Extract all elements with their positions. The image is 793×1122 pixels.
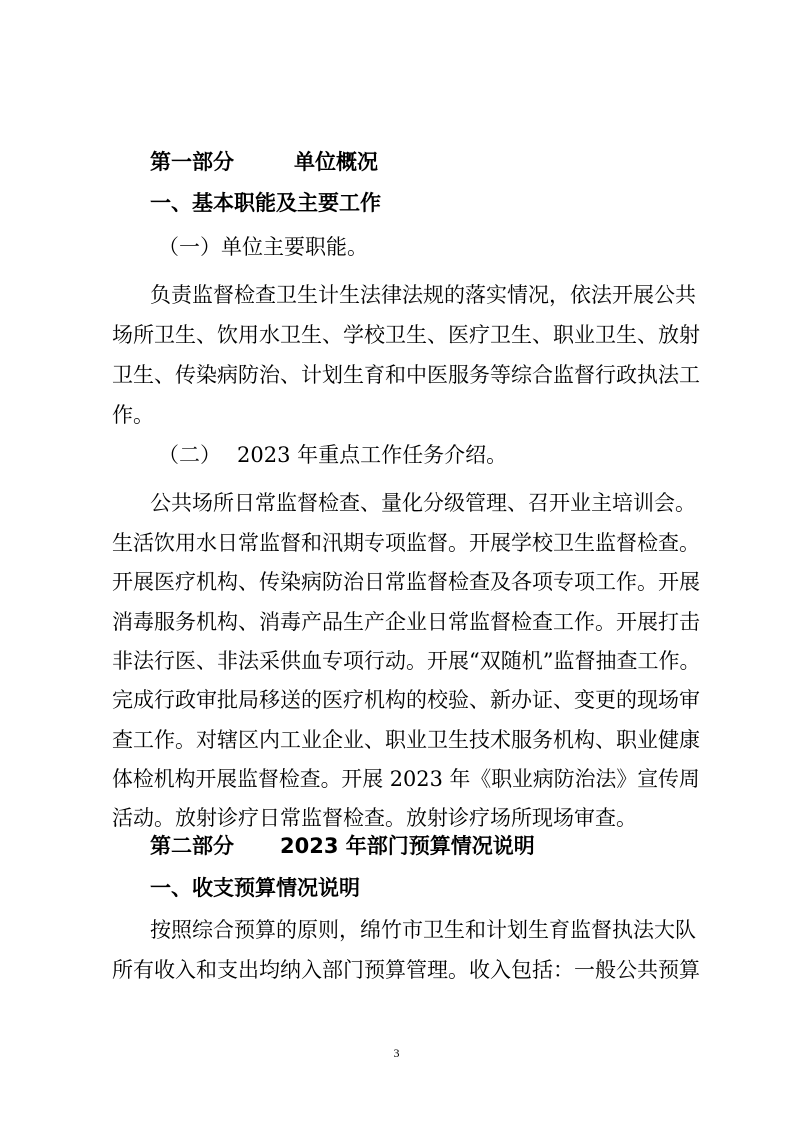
sub1-line-3: 卫生、传染病防治、计划生育和中医服务等综合监督行政执法工 [112, 363, 700, 387]
part1-heading [150, 152, 378, 173]
sub2-line-1: 公共场所日常监督检查、量化分级管理、召开业主培训会。 [150, 491, 696, 515]
section1-heading: 一、基本职能及主要工作 [150, 191, 381, 215]
part1-label: 第一部分 [150, 150, 234, 174]
sub2-line-7: 查工作。对辖区内工业企业、职业卫生技术服务机构、职业健康 [112, 728, 700, 752]
sub2-line-8: 体检机构开展监督检查。开展 2023 年《职业病防治法》宣传周 [112, 767, 700, 791]
sub2-line-5: 非法行医、非法采供血专项行动。开展“双随机”监督抽查工作。 [112, 649, 701, 673]
sub2-line-6: 完成行政审批局移送的医疗机构的校验、新办证、变更的现场审 [112, 688, 700, 712]
part2-label: 第二部分 [150, 834, 234, 858]
section2-line-2: 所有收入和支出均纳入部门预算管理。收入包括：一般公共预算 [112, 958, 700, 982]
sub2-line-3: 开展医疗机构、传染病防治日常监督检查及各项专项工作。开展 [112, 570, 700, 594]
sub1-line-4: 作。 [112, 403, 154, 427]
sub2-line-9: 活动。放射诊疗日常监督检查。放射诊疗场所现场审查。 [112, 806, 637, 830]
part2-heading [150, 836, 535, 857]
page-number: 3 [393, 1046, 400, 1060]
sub2-line-4: 消毒服务机构、消毒产品生产企业日常监督检查工作。开展打击 [112, 610, 700, 634]
part1-title: 单位概况 [294, 150, 378, 174]
part2-title: 2023 年部门预算情况说明 [280, 834, 535, 858]
section2-heading: 一、收支预算情况说明 [150, 876, 360, 900]
sub2-title: 2023 年重点工作任务介绍。 [237, 443, 508, 467]
sub2-label: （二） [158, 443, 221, 467]
section2-line-1: 按照综合预算的原则，绵竹市卫生和计划生育监督执法大队 [150, 918, 696, 942]
sub1-line-1: 负责监督检查卫生计生法律法规的落实情况，依法开展公共 [150, 283, 696, 307]
sub2-heading [158, 445, 507, 466]
sub2-line-2: 生活饮用水日常监督和汛期专项监督。开展学校卫生监督检查。 [112, 531, 700, 555]
sub1-heading: （一）单位主要职能。 [158, 235, 368, 259]
sub1-line-2: 场所卫生、饮用水卫生、学校卫生、医疗卫生、职业卫生、放射 [112, 323, 700, 347]
